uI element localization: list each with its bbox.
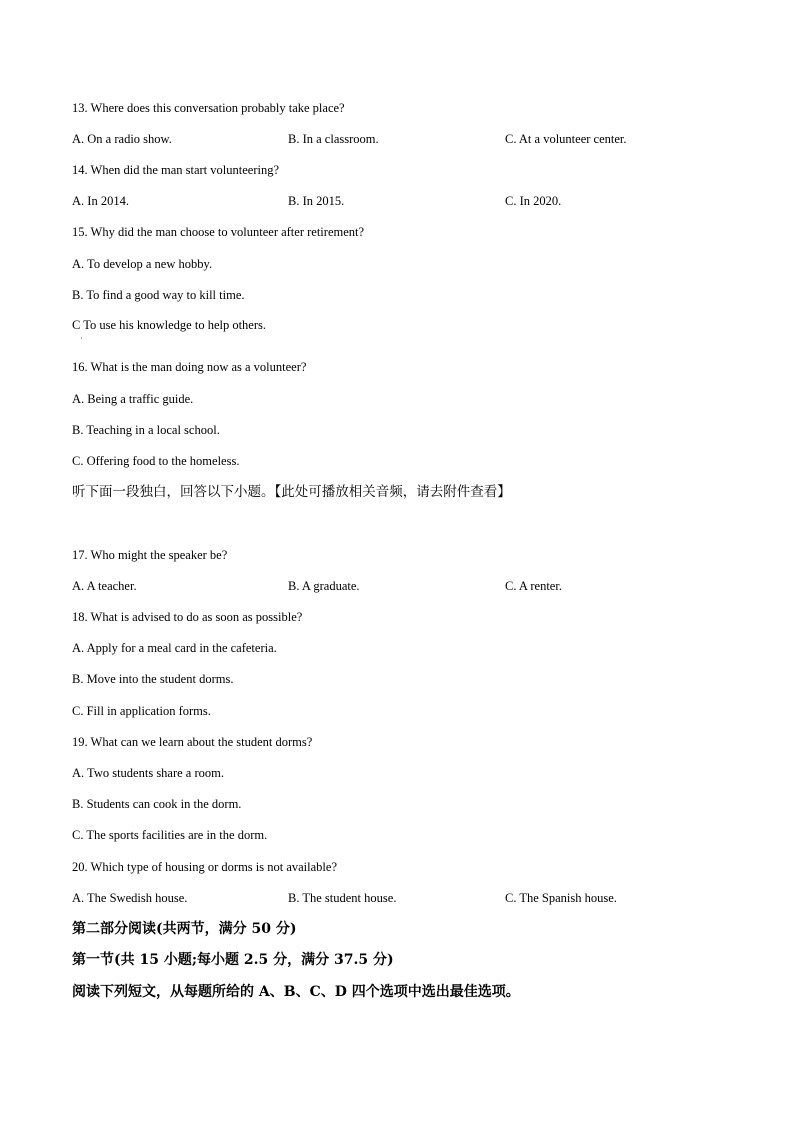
option-b: B. Teaching in a local school. [72, 423, 220, 437]
question-stem: 20. Which type of housing or dorms is not available? [72, 860, 337, 874]
question-stem: 18. What is advised to do as soon as possible? [72, 610, 303, 624]
option-a: A. On a radio show. [72, 132, 172, 146]
option-a: A. To develop a new hobby. [72, 257, 213, 271]
question-stem: 17. Who might the speaker be? [72, 548, 228, 562]
option-b: B. A graduate. [288, 579, 360, 593]
option-b: B. In a classroom. [288, 132, 379, 146]
stray-dot: · [80, 334, 83, 343]
option-b: B. The student house. [288, 891, 397, 905]
option-c: C. The Spanish house. [505, 891, 617, 905]
option-b: B. Students can cook in the dorm. [72, 797, 242, 811]
option-c: C To use his knowledge to help others. [72, 318, 267, 332]
section1-heading: 第一节(共 15 小题;每小题 2.5 分，满分 37.5 分) [72, 952, 394, 968]
question-stem: 15. Why did the man choose to volunteer after retirement? [72, 225, 365, 239]
reading-instruction: 阅读下列短文，从每题所给的 A、B、C、D 四个选项中选出最佳选项。 [72, 984, 520, 1000]
option-c: C. Fill in application forms. [72, 704, 211, 718]
option-c: C. A renter. [505, 579, 562, 593]
part2-heading: 第二部分阅读(共两节，满分 50 分) [72, 921, 297, 937]
question-stem: 19. What can we learn about the student dorms? [72, 735, 313, 749]
option-c: C. The sports facilities are in the dorm. [72, 828, 268, 842]
monologue-instruction: 听下面一段独白，回答以下小题。【此处可播放相关音频，请去附件查看】 [72, 484, 511, 500]
option-b: B. Move into the student dorms. [72, 672, 234, 686]
option-a: A. In 2014. [72, 194, 129, 208]
option-a: A. A teacher. [72, 579, 137, 593]
option-a: A. Two students share a room. [72, 766, 224, 780]
option-a: A. Apply for a meal card in the cafeteria. [72, 641, 277, 655]
option-c: C. At a volunteer center. [505, 132, 627, 146]
option-a: A. Being a traffic guide. [72, 392, 194, 406]
question-stem: 16. What is the man doing now as a volunteer? [72, 360, 307, 374]
option-b: B. In 2015. [288, 194, 345, 208]
option-a: A. The Swedish house. [72, 891, 188, 905]
option-b: B. To find a good way to kill time. [72, 288, 245, 302]
option-c: C. Offering food to the homeless. [72, 454, 240, 468]
question-stem: 13. Where does this conversation probably take place? [72, 101, 345, 115]
option-c: C. In 2020. [505, 194, 562, 208]
question-stem: 14. When did the man start volunteering? [72, 163, 280, 177]
